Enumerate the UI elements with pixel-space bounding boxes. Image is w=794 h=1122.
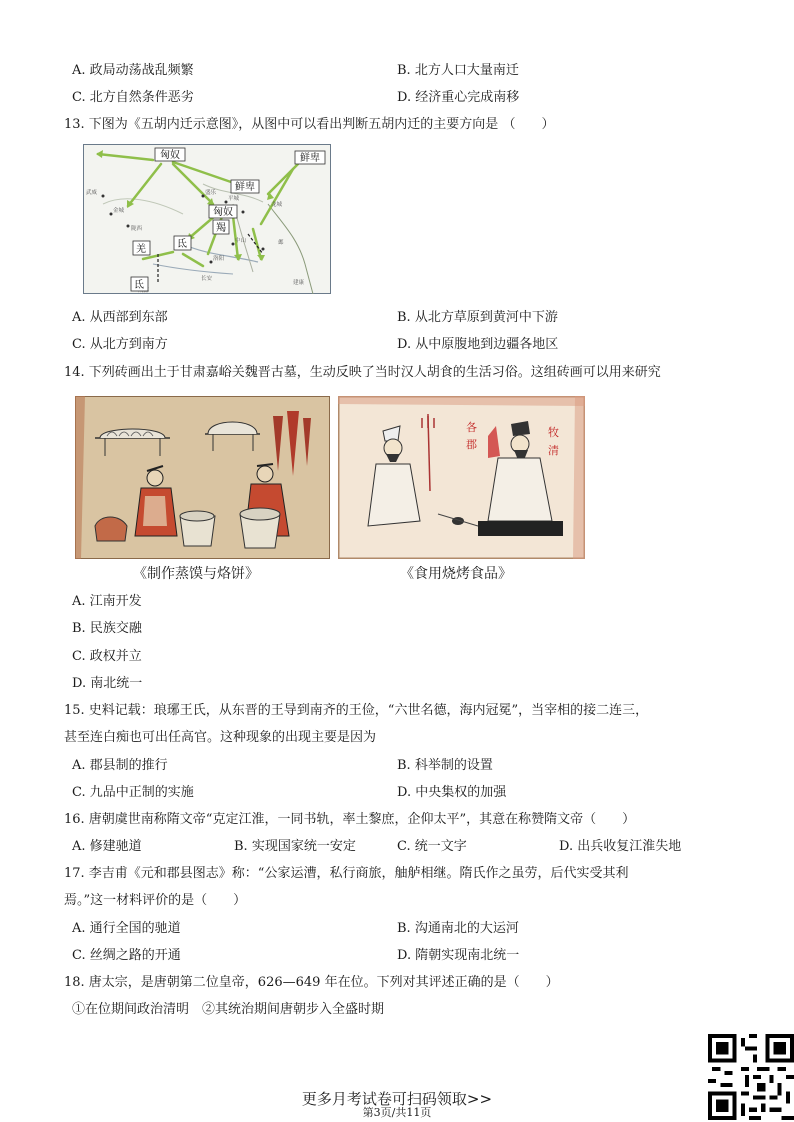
q15-option-b: B. 科举制的设置 bbox=[397, 758, 493, 773]
brick-painting-2-svg bbox=[338, 396, 585, 559]
svg-text:长安: 长安 bbox=[201, 276, 213, 282]
q14-option-a: A. 江南开发 bbox=[72, 594, 142, 609]
q13-stem: 13. 下图为《五胡内迁示意图》，从图中可以看出判断五胡内迁的主要方向是 （ ） bbox=[64, 117, 555, 132]
q17-option-a: A. 通行全国的驰道 bbox=[72, 921, 181, 936]
brick-painting-steamed-buns bbox=[75, 396, 330, 559]
q15-stem-line-2: 甚至连白痴也可出任高官。这种现象的出现主要是因为 bbox=[64, 730, 377, 745]
q14-option-d: D. 南北统一 bbox=[72, 676, 143, 691]
map-label-xiongnu-top: 匈奴 bbox=[160, 150, 180, 161]
q14-caption-1: 《制作蒸馍与烙饼》 bbox=[133, 566, 259, 582]
q17-stem-line-1: 17. 李吉甫《元和郡县图志》称：“公家运漕，私行商旅，舳舻相继。隋氏作之虽劳，后代实受其利 bbox=[64, 866, 629, 881]
promo-text[interactable]: 更多月考试卷可扫码领取>> bbox=[301, 1090, 493, 1108]
q12-option-b: B. 北方人口大量南迁 bbox=[397, 63, 519, 78]
q15-option-a: A. 郡县制的推行 bbox=[72, 758, 168, 773]
svg-text:金城: 金城 bbox=[113, 208, 125, 214]
map-label-jie: 羯 bbox=[216, 223, 226, 234]
wuhu-migration-map bbox=[83, 144, 331, 294]
svg-text:中山: 中山 bbox=[235, 238, 247, 244]
q15-option-d: D. 中央集权的加强 bbox=[397, 785, 507, 800]
map-label-xianbei-top: 鲜卑 bbox=[300, 153, 320, 164]
page-number: 第3页/共11页 bbox=[362, 1106, 432, 1119]
svg-text:牧: 牧 bbox=[548, 426, 559, 439]
svg-text:清: 清 bbox=[548, 444, 559, 457]
q12-option-c: C. 北方自然条件恶劣 bbox=[72, 90, 194, 105]
q16-option-a: A. 修建驰道 bbox=[72, 839, 142, 854]
q16-option-c: C. 统一文字 bbox=[397, 839, 467, 854]
q16-stem: 16. 唐朝虞世南称隋文帝“克定江淮，一同书轨，率土黎庶，企仰太平”，其意在称赞隋文帝（ ） bbox=[64, 812, 636, 827]
q13-option-d: D. 从中原腹地到边疆各地区 bbox=[397, 337, 559, 352]
svg-text:建康: 建康 bbox=[293, 280, 305, 286]
svg-text:平城: 平城 bbox=[228, 196, 240, 202]
q14-option-b: B. 民族交融 bbox=[72, 621, 142, 636]
map-label-xianbei-mid: 鲜卑 bbox=[235, 182, 255, 193]
q13-option-b: B. 从北方草原到黄河中下游 bbox=[397, 310, 558, 325]
q14-caption-2: 《食用烧烤食品》 bbox=[400, 566, 512, 582]
svg-text:龙城: 龙城 bbox=[271, 202, 283, 208]
q18-stem: 18. 唐太宗，是唐朝第二位皇帝，626—649 年在位。下列对其评述正确的是（ ） bbox=[64, 975, 559, 990]
q14-stem: 14. 下列砖画出土于甘肃嘉峪关魏晋古墓，生动反映了当时汉人胡食的生活习俗。这组砖画可以用来研究 bbox=[64, 365, 661, 380]
q16-option-b: B. 实现国家统一安定 bbox=[234, 839, 356, 854]
q17-option-b: B. 沟通南北的大运河 bbox=[397, 921, 519, 936]
q12-option-d: D. 经济重心完成南移 bbox=[397, 90, 520, 105]
q17-option-d: D. 隋朝实现南北统一 bbox=[397, 948, 520, 963]
q15-stem-line-1: 15. 史料记载：琅琊王氏，从东晋的王导到南齐的王俭，“六世名德，海内冠冕”，当宰相的接二连三， bbox=[64, 703, 649, 718]
q15-option-c: C. 九品中正制的实施 bbox=[72, 785, 194, 800]
q18-statements: ①在位期间政治清明 ②其统治期间唐朝步入全盛时期 bbox=[72, 1002, 385, 1017]
svg-text:盛乐: 盛乐 bbox=[205, 190, 217, 196]
svg-text:邺: 邺 bbox=[278, 240, 284, 246]
svg-text:洛阳: 洛阳 bbox=[213, 256, 225, 262]
svg-text:各: 各 bbox=[466, 421, 477, 434]
map-svg bbox=[83, 144, 331, 294]
map-label-qiang: 羌 bbox=[136, 244, 146, 255]
q14-option-c: C. 政权并立 bbox=[72, 649, 142, 664]
q17-option-c: C. 丝绸之路的开通 bbox=[72, 948, 181, 963]
svg-text:武威: 武威 bbox=[86, 190, 98, 196]
q17-stem-line-2: 焉。”这一材料评价的是（ ） bbox=[64, 893, 247, 908]
svg-text:陇西: 陇西 bbox=[131, 226, 143, 232]
svg-text:郡: 郡 bbox=[466, 438, 477, 451]
q16-option-d: D. 出兵收复江淮失地 bbox=[559, 839, 682, 854]
map-label-xiongnu-mid: 匈奴 bbox=[213, 207, 233, 218]
brick-painting-roasted-food bbox=[338, 396, 585, 559]
map-label-di-low: 氐 bbox=[134, 280, 144, 291]
q13-option-a: A. 从西部到东部 bbox=[72, 310, 168, 325]
q13-option-c: C. 从北方到南方 bbox=[72, 337, 168, 352]
brick-painting-1-svg bbox=[75, 396, 330, 559]
map-label-di-mid: 氐 bbox=[177, 239, 187, 250]
q12-option-a: A. 政局动荡战乱频繁 bbox=[72, 63, 194, 78]
